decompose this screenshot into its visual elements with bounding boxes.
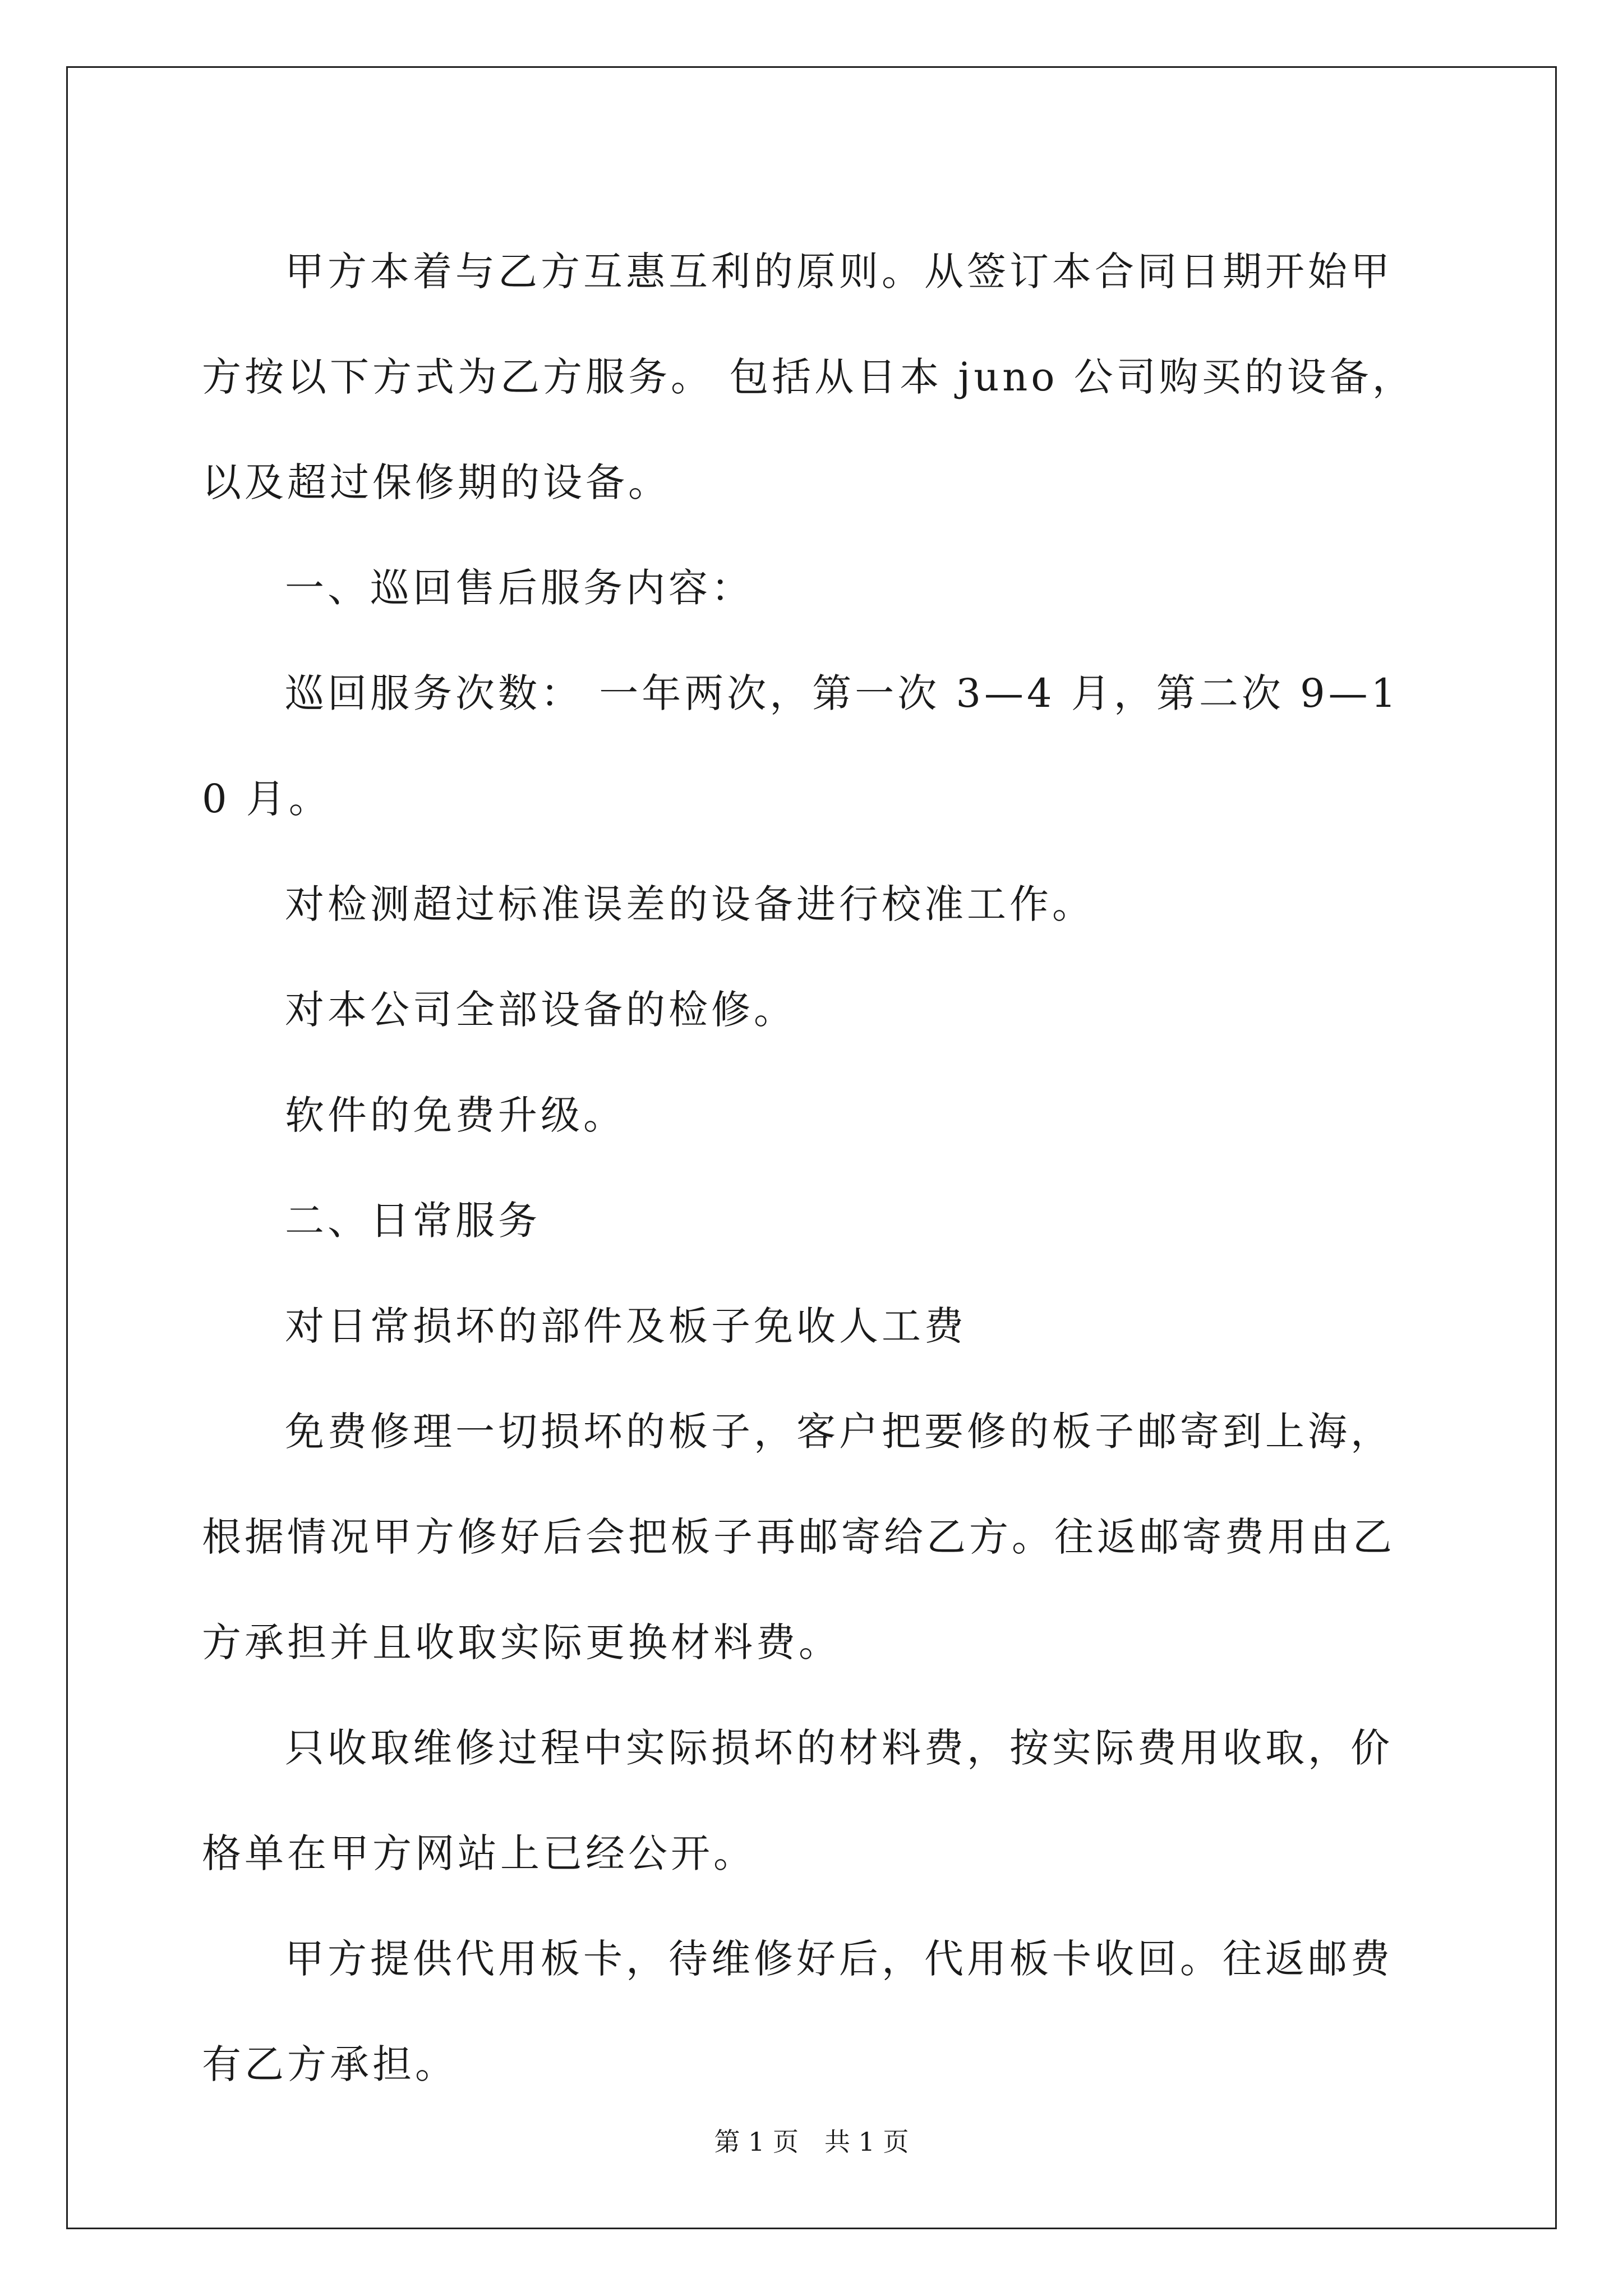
paragraph-software-upgrade: 软件的免费升级。 — [285, 1092, 626, 1138]
paragraph-overhaul: 对本公司全部设备的检修。 — [285, 987, 796, 1033]
paragraph-labor-free: 对日常损坏的部件及板子免收人工费 — [285, 1303, 967, 1349]
paragraph-material-fee: 只收取维修过程中实际损坏的材料费，按实际费用收取，价格单在甲方网站上已经公开。 — [202, 1725, 1393, 1876]
paragraph-calibration: 对检测超过标准误差的设备进行校准工作。 — [285, 881, 1095, 927]
heading-section-1: 一、巡回售后服务内容： — [285, 565, 754, 611]
page-number-footer: 第 1 页 共 1 页 — [714, 2127, 909, 2157]
heading-section-2: 二、日常服务 — [285, 1198, 541, 1244]
paragraph-visit-frequency: 巡回服务次数： 一年两次，第一次 3—4 月，第二次 9—10 月。 — [202, 670, 1400, 822]
paragraph-loaner-board: 甲方提供代用板卡，待维修好后，代用板卡收回。往返邮费有乙方承担。 — [202, 1936, 1393, 2087]
paragraph-free-repair: 免费修理一切损坏的板子，客户把要修的板子邮寄到上海，根据情况甲方修好后会把板子再邮寄给乙方。往返邮寄费用由乙方承担并且收取实际更换材料费。 — [202, 1409, 1395, 1665]
document-body — [202, 219, 1424, 2117]
paragraph-intro: 甲方本着与乙方互惠互利的原则。从签订本合同日期开始甲方按以下方式为乙方服务。 包括从日本 juno 公司购买的设备，以及超过保修期的设备。 — [202, 249, 1415, 505]
